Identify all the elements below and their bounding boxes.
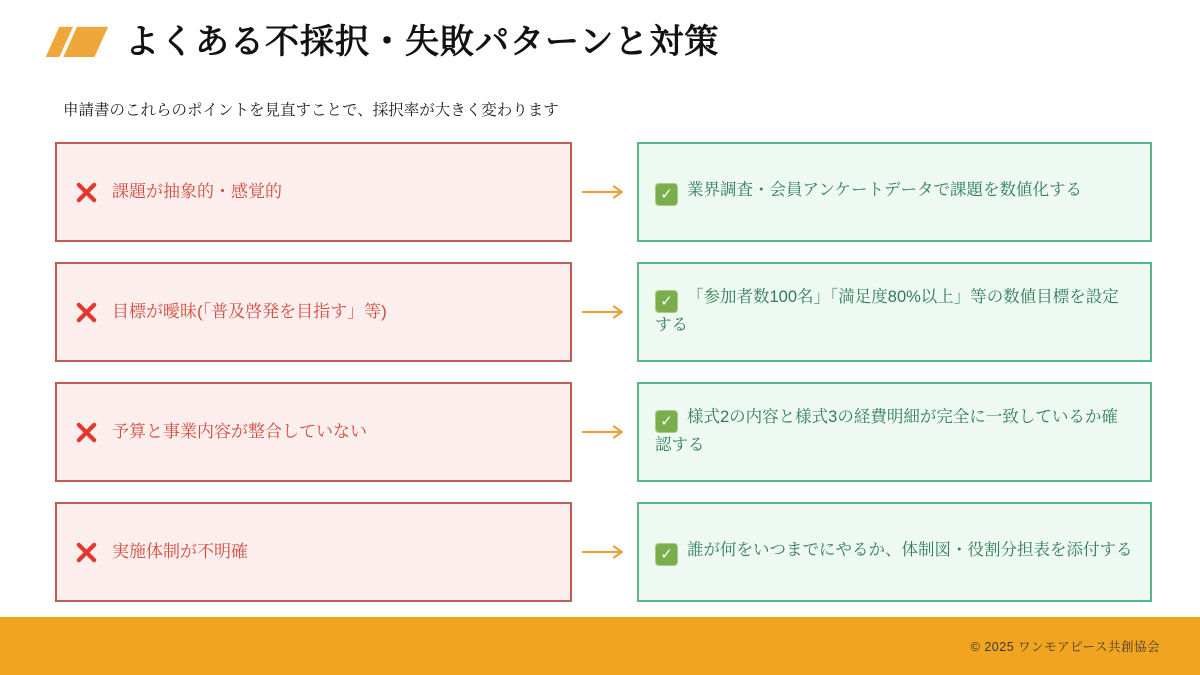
solution-box xyxy=(637,262,1152,362)
right-arrow-icon xyxy=(581,424,629,440)
arrow-cell xyxy=(572,382,637,482)
cross-mark-icon xyxy=(75,301,98,324)
problem-label: 実施体制が不明確 xyxy=(112,542,248,562)
solution-box xyxy=(637,142,1152,242)
cross-mark-icon xyxy=(75,181,98,204)
problem-box xyxy=(55,502,572,602)
solution-text: 業界調査・会員アンケートデータで課題を数値化する xyxy=(687,181,1083,199)
pattern-row xyxy=(55,142,1152,242)
check-box-icon: ✓ xyxy=(655,543,678,566)
solution-text: 誰が何をいつまでにやるか、体制図・役割分担表を添付する xyxy=(687,541,1133,559)
pattern-row xyxy=(55,382,1152,482)
subtitle: 申請書のこれらのポイントを見直すことで、採択率が大きく変わります xyxy=(63,102,559,119)
check-box-icon: ✓ xyxy=(655,410,678,433)
pattern-rows xyxy=(55,142,1152,622)
solution-text: 「参加者数100名」「満足度80%以上」等の数値目標を設定する xyxy=(655,288,1119,335)
solution-label xyxy=(655,178,1082,206)
problem-box xyxy=(55,262,572,362)
footer-bar xyxy=(0,617,1200,675)
cross-mark-icon xyxy=(75,421,98,444)
solution-text: 様式2の内容と様式3の経費明細が完全に一致しているか確認する xyxy=(655,408,1118,455)
problem-label: 予算と事業内容が整合していない xyxy=(112,422,367,442)
arrow-cell xyxy=(572,502,637,602)
arrow-cell xyxy=(572,142,637,242)
problem-label: 目標が曖昧(「普及啓発を目指す」等) xyxy=(112,302,387,322)
arrow-cell xyxy=(572,262,637,362)
solution-box xyxy=(637,382,1152,482)
solution-box xyxy=(637,502,1152,602)
problem-label: 課題が抽象的・感覚的 xyxy=(112,182,282,202)
cross-mark-icon xyxy=(75,541,98,564)
right-arrow-icon xyxy=(581,184,629,200)
check-box-icon: ✓ xyxy=(655,183,678,206)
copyright-text: © 2025 ワンモアピース共創協会 xyxy=(970,640,1160,654)
check-box-icon: ✓ xyxy=(655,290,678,313)
problem-box xyxy=(55,142,572,242)
solution-label xyxy=(655,285,1134,339)
header xyxy=(34,14,719,63)
page-title: よくある不採択・失敗パターンと対策 xyxy=(125,23,720,61)
problem-box xyxy=(55,382,572,482)
pattern-row xyxy=(55,502,1152,602)
pattern-row xyxy=(55,262,1152,362)
right-arrow-icon xyxy=(581,544,629,560)
solution-label xyxy=(655,405,1134,459)
right-arrow-icon xyxy=(581,304,629,320)
solution-label xyxy=(655,538,1133,566)
w-chevron-logo-icon xyxy=(34,17,112,61)
